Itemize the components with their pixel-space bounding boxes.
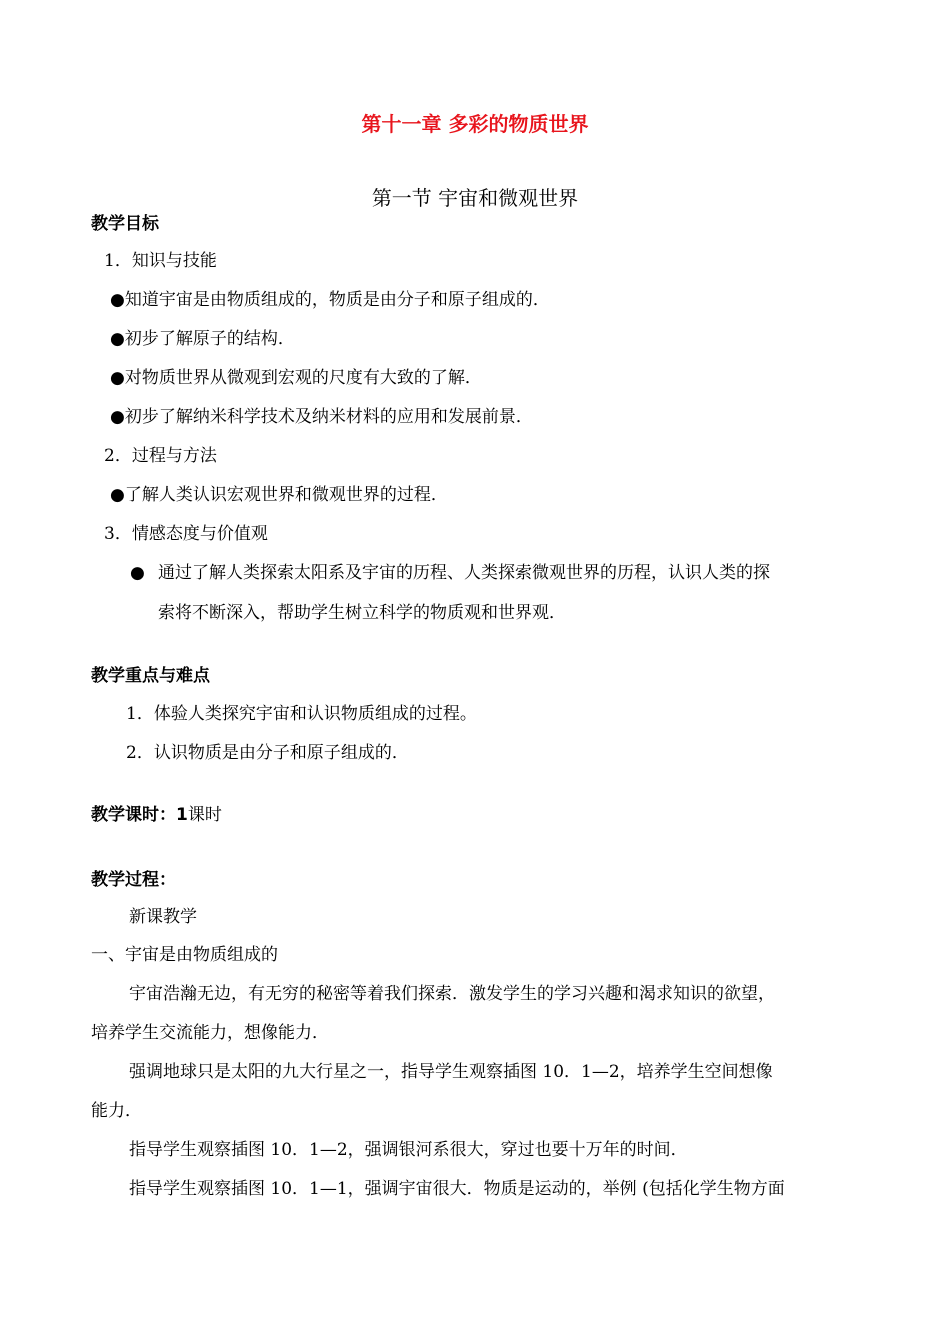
process-paragraph-line: 培养学生交流能力，想像能力． <box>91 1023 329 1043</box>
objectives-heading: 教学目标 <box>91 214 159 234</box>
class-hours-unit: 课时 <box>187 805 222 825</box>
class-hours <box>91 803 222 827</box>
section-title: 第一节 宇宙和微观世界 <box>371 186 579 210</box>
objective-bullet: ●对物质世界从微观到宏观的尺度有大致的了解． <box>110 368 482 388</box>
process-paragraph-line: 宇宙浩瀚无边，有无穷的秘密等着我们探索．激发学生的学习兴趣和渴求知识的欲望， <box>129 984 775 1004</box>
objective-attitude-values: 3．情感态度与价值观 <box>104 524 268 544</box>
key-points-heading: 教学重点与难点 <box>91 666 210 686</box>
chapter-title: 第十一章 多彩的物质世界 <box>361 112 589 136</box>
objective-bullet: ●知道宇宙是由物质组成的，物质是由分子和原子组成的． <box>110 290 550 310</box>
objective-bullet: ●初步了解原子的结构． <box>110 329 295 349</box>
process-paragraph-line: 指导学生观察插图 10．1—2，强调银河系很大，穿过也要十万年的时间． <box>129 1140 688 1160</box>
objective-bullet: ●了解人类认识宏观世界和微观世界的过程． <box>110 485 448 505</box>
objective-process-method: 2．过程与方法 <box>104 446 217 466</box>
class-hours-label: 教学课时： <box>91 805 176 825</box>
objective-long-bullet-line2: 索将不断深入，帮助学生树立科学的物质观和世界观． <box>158 603 566 623</box>
objective-long-bullet-line1: 通过了解人类探索太阳系及宇宙的历程、人类探索微观世界的历程，认识人类的探 <box>158 563 770 583</box>
process-paragraph-line: 指导学生观察插图 10．1—1，强调宇宙很大．物质是运动的，举例 (包括化学生物方面 <box>129 1179 785 1199</box>
part1-title: 一、宇宙是由物质组成的 <box>91 945 278 965</box>
process-heading: 教学过程： <box>91 870 176 890</box>
new-lesson-label: 新课教学 <box>129 907 197 927</box>
objective-knowledge-skills: 1．知识与技能 <box>104 251 217 271</box>
process-paragraph-line: 强调地球只是太阳的九大行星之一，指导学生观察插图 10．1—2，培养学生空间想像 <box>129 1062 773 1082</box>
class-hours-value: 1 <box>176 805 188 825</box>
key-point-item: 2．认识物质是由分子和原子组成的． <box>126 743 409 763</box>
process-paragraph-line: 能力． <box>91 1101 142 1121</box>
objective-bullet: ●初步了解纳米科学技术及纳米材料的应用和发展前景． <box>110 407 533 427</box>
bullet-marker: ● <box>130 563 145 583</box>
key-point-item: 1．体验人类探究宇宙和认识物质组成的过程。 <box>126 704 477 724</box>
